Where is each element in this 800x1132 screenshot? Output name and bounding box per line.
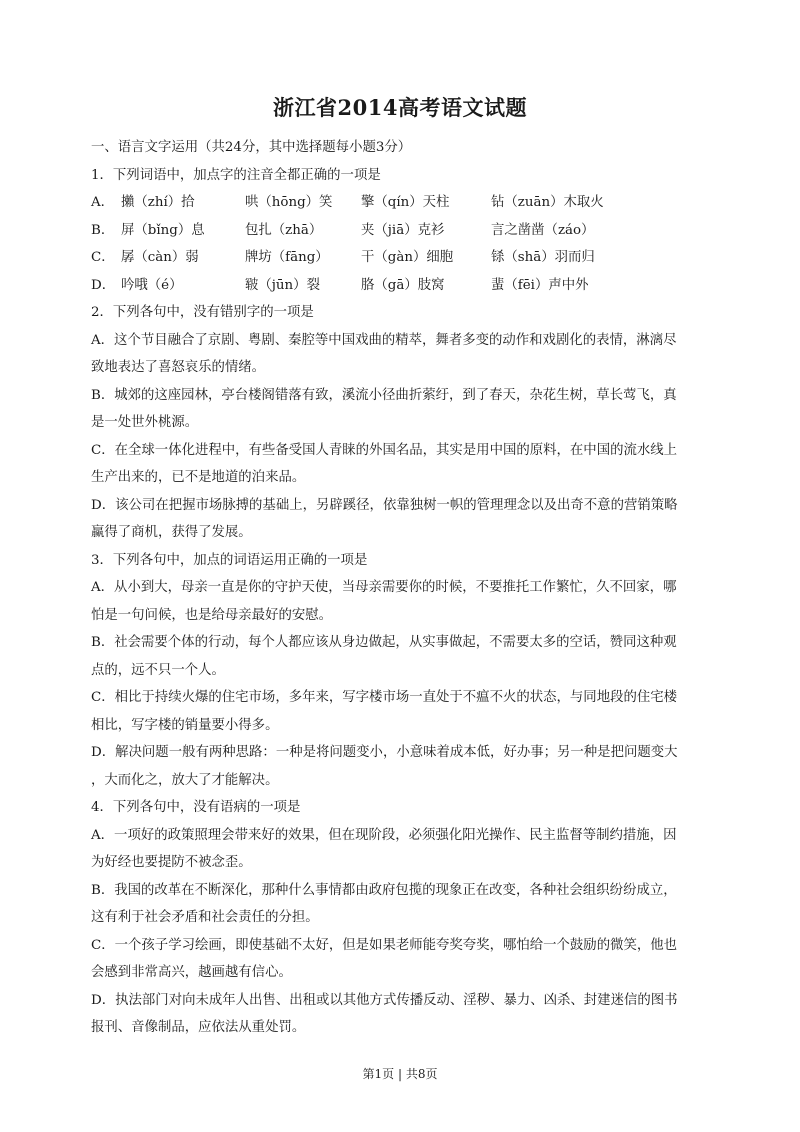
- question-3-line: 点的，远不只一个人。: [91, 662, 225, 678]
- option-item: 攋（zhí）拾: [121, 195, 195, 210]
- option-label: A．: [91, 195, 115, 210]
- option-label: D．: [91, 277, 116, 293]
- page-footer: 第1页 | 共8页: [362, 1067, 438, 1081]
- question-3-line: A．从小到大，母亲一直是你的守护天使，当母亲需要你的时候，不要推托工作繁忙，久不回家，哪: [91, 580, 677, 595]
- question-4-line: 报刊、音像制品，应依法从重处罚。: [91, 1020, 306, 1035]
- option-item: 孱（càn）弱: [121, 250, 199, 265]
- question-3-line: B．社会需要个体的行动，每个人都应该从身边做起，从实事做起，不需要太多的空话，赞同这种观: [91, 635, 677, 650]
- question-4-line: 为好经也要提防不被念歪。: [91, 855, 252, 870]
- option-item: 皲（jūn）裂: [245, 277, 320, 293]
- question-3-line: 怕是一句问候，也是给母亲最好的安慰。: [91, 607, 333, 623]
- option-item: 哄（hōng）笑: [245, 195, 333, 210]
- question-3-line: C．相比于持续火爆的住宅市场，多年来，写字楼市场一直处于不瘟不火的状态，与同地段的住宅楼: [91, 690, 678, 705]
- question-2-line: 生产出来的，已不是地道的泊来品。: [91, 470, 306, 485]
- question-4-line: A．一项好的政策照理会带来好的效果，但在现阶段，必须强化阳光操作、民主监督等制约措施，因: [91, 827, 677, 843]
- option-item: 言之凿凿（záo）: [491, 222, 595, 238]
- question-2-line: A．这个节目融合了京剧、粤剧、秦腔等中国戏曲的精萃，舞者多变的动作和戏剧化的表情，淋漓尽: [91, 332, 677, 348]
- question-4-line: D．执法部门对向未成年人出售、出租或以其他方式传播反动、淫秽、暴力、凶杀、封建迷信的图书: [91, 992, 678, 1008]
- question-4-line: C．一个孩子学习绘画，即使基础不太好，但是如果老师能夸奖夸奖，哪怕给一个鼓励的微笑，他也: [91, 937, 678, 953]
- option-item: 牌坊（fāng）: [245, 250, 329, 265]
- question-3-line: 相比，写字楼的销量要小得多。: [91, 717, 279, 733]
- option-item: 屏（bǐng）息: [121, 222, 205, 238]
- document-title: 浙江省2014高考语文试题: [273, 95, 527, 120]
- question-4-stem: 4．下列各句中，没有语病的一项是: [91, 800, 301, 815]
- question-1-option-a: [91, 189, 723, 217]
- question-4-line: 会感到非常高兴，越画越有信心。: [91, 965, 292, 980]
- question-1-stem: 1．下列词语中，加点字的注音全都正确的一项是: [91, 167, 381, 183]
- option-label: B．: [91, 222, 115, 238]
- question-1-option-d: [91, 272, 723, 300]
- option-item: 钻（zuān）木取火: [491, 195, 604, 210]
- question-2-line: D．该公司在把握市场脉搏的基础上，另辟蹊径，依靠独树一帜的管理理念以及出奇不意的营销策略: [91, 497, 678, 513]
- question-1-option-c: [91, 244, 723, 272]
- option-item: 擎（qín）天柱: [361, 195, 450, 210]
- document-body: [91, 134, 723, 1042]
- question-2-stem: 2．下列各句中，没有错别字的一项是: [91, 305, 314, 320]
- option-item: 干（gàn）细胞: [361, 250, 454, 265]
- option-item: 夹（jiā）克衫: [361, 222, 445, 238]
- question-2-line: 致地表达了喜怒哀乐的情绪。: [91, 360, 266, 375]
- question-4-line: B．我国的改革在不断深化，那种什么事情都由政府包揽的现象正在改变，各种社会组织纷纷成立，: [91, 882, 677, 898]
- question-2-line: 是一处世外桃源。: [91, 415, 199, 430]
- option-item: 包扎（zhā）: [245, 222, 323, 238]
- question-2-line: B．城郊的这座园林，亭台楼阁错落有致，溪流小径曲折萦纡，到了春天，杂花生树，草长莺飞，真: [91, 387, 677, 403]
- question-4-line: 这有利于社会矛盾和社会责任的分担。: [91, 910, 319, 925]
- question-3-line: ，大而化之，放大了才能解决。: [91, 772, 279, 788]
- option-item: 蜚（fēi）声中外: [491, 277, 589, 293]
- option-item: 铩（shā）羽而归: [491, 250, 595, 265]
- question-3-line: D．解决问题一般有两种思路：一种是将问题变小，小意味着成本低，好办事；另一种是把问题变大: [91, 745, 678, 760]
- option-item: 胳（gā）肢窝: [361, 277, 445, 293]
- question-1-option-b: [91, 217, 723, 245]
- option-label: C．: [91, 250, 115, 265]
- question-2-line: C．在全球一体化进程中，有些备受国人青睐的外国名品，其实是用中国的原料，在中国的流水线上: [91, 442, 678, 458]
- option-item: 吟哦（é）: [121, 277, 183, 293]
- question-3-stem: 3．下列各句中，加点的词语运用正确的一项是: [91, 552, 368, 568]
- section-heading: 一、语言文字运用（共24分，其中选择题每小题3分）: [91, 140, 412, 155]
- question-2-line: 赢得了商机，获得了发展。: [91, 525, 252, 540]
